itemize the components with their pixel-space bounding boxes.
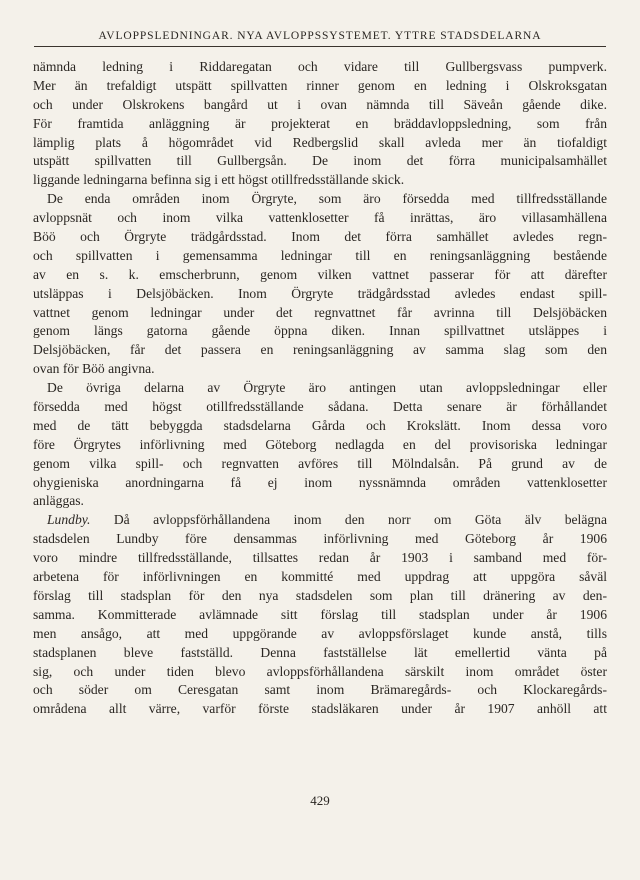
text-line: områdena allt värre, varför förste stadsläkaren under år 1907 anhöll att [33, 701, 607, 717]
text-line: försedda med högst otillfredsställande sådana. Detta senare är förhållandet [33, 399, 607, 415]
text-line: anläggas. [33, 493, 84, 509]
text-line: nämnda ledning i Riddaregatan och vidare till Gullbergsvass pumpverk. [33, 59, 607, 74]
text-line: De enda områden inom Örgryte, som äro försedda med tillfredsställande [47, 191, 607, 207]
text-line: liggande ledningarna befinna sig i ett högst otillfredsställande skick. [33, 172, 405, 188]
text-line: stadsplanen bleve fastställd. Denna fastställelse lät emellertid vänta på [33, 644, 607, 660]
text-line: förslag till stadsplan för den nya stadsdelen som plan till dränering av den- [33, 587, 607, 603]
text-line: med de tätt bebyggda stadsdelarna Gårda och Krokslätt. Inom dessa voro [33, 417, 607, 433]
text-line: men ansågo, att med uppgörande av avloppsförslaget kunde anstå, tills [33, 625, 607, 641]
text-line: före Örgrytes införlivning med Göteborg nedlagda en del provisoriska ledningar [33, 436, 607, 452]
text-line: och spillvatten i gemensamma ledningar till en reningsanläggning bestående [33, 247, 607, 263]
text-line: utspätt spillvatten till Gullbergsån. De inom det förra municipalsamhället [33, 153, 607, 169]
text-line: genom vilka spill- och regnvatten avföres till Mölndalsån. På grund av de [33, 455, 607, 471]
text-line: De övriga delarna av Örgryte äro antingen utan avloppsledningar eller [47, 380, 607, 396]
text-line: arbetena för införlivningen en kommitté med uppdrag att uppgöra såväl [33, 569, 607, 585]
text-line: av en s. k. emscherbrunn, genom vilken vattnet passerar för att därefter [33, 266, 607, 282]
text-line: sig, och under tiden blevo avloppsförhållandena särskilt inom området öster [33, 663, 607, 679]
text-line: Delsjöbäcken, får det passera en reningsanläggning av samma slag som den [33, 342, 607, 358]
body-text [33, 58, 607, 719]
text-line: avloppsnät och inom vilka vattenklosetter få inrättas, äro villasamhällena [33, 210, 607, 226]
text-line: ohygieniska anordningarna få ej inom nyssnämnda områden vattenklosetter [33, 474, 607, 490]
text-line: stadsdelen Lundby före densammas införlivning med Göteborg år 1906 [33, 531, 607, 547]
text-line: Böö och Örgryte trädgårdsstad. Inom det förra samhället avledes regn- [33, 229, 607, 245]
text-line: genom längs gatorna gående öppna diken. Innan spillvattnet utsläppes i [33, 323, 607, 339]
text-line: samma. Kommitterade avlämnade sitt förslag till stadsplan under år 1906 [33, 606, 607, 622]
section-heading-lundby: Lundby. [47, 512, 91, 528]
text-line: ovan för Böö angivna. [33, 361, 155, 377]
running-header: AVLOPPSLEDNINGAR. NYA AVLOPPSSYSTEMET. YTTRE STADSDELARNA [34, 30, 606, 47]
page-number: 429 [310, 793, 330, 808]
text-line: vattnet genom ledningar under det regnvattnet får avrinna till Delsjöbäcken [33, 304, 607, 320]
text-line: Mer än trefaldigt utspätt spillvatten rinner genom en ledning i Olskroksgatan [33, 77, 607, 93]
text-line: och söder om Ceresgatan samt inom Brämaregårds- och Klockaregårds- [33, 682, 607, 698]
text-line [33, 511, 607, 530]
text-line: och under Olskrokens bangård ut i ovan nämnda till Säveån gående dike. [33, 96, 607, 112]
text-line-rest: Då avloppsförhållandena inom den norr om Göta älv belägna [90, 512, 607, 528]
text-line: utsläppas i Delsjöbäcken. Inom Örgryte trädgårdsstad avledes endast spill- [33, 285, 607, 301]
text-line: voro mindre tillfredsställande, tillsattes redan år 1903 i samband med för- [33, 550, 607, 566]
text-line: För framtida anläggning är projekterat en bräddavloppsledning, som från [33, 115, 607, 131]
text-line: lämplig plats å högområdet vid Redbergslid skall avleda mer än tiofaldigt [33, 134, 607, 150]
